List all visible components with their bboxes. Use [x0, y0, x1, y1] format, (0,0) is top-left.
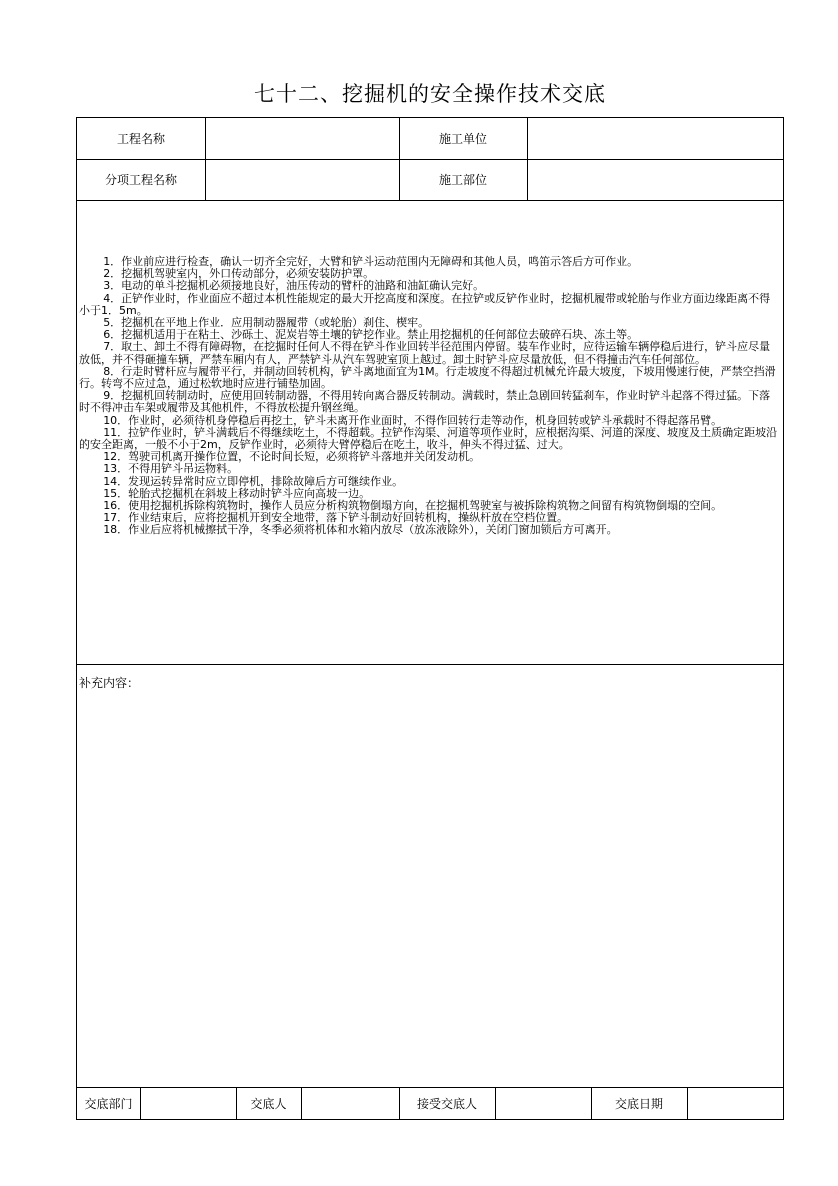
- page-title: 七十二、挖掘机的安全操作技术交底: [254, 82, 606, 106]
- col-divider: [301, 1087, 302, 1120]
- list-item: 15．轮胎式挖掘机在斜坡上移动时铲斗应向高坡一边。: [103, 486, 371, 500]
- construction-unit-field[interactable]: [527, 118, 783, 159]
- list-item: 8．行走时臂杆应与履带平行，并制动回转机构，铲斗离地面宜为1M。行走坡度不得超过机械允许最大坡度，下坡用慢速行使，严禁空挡滑行。转弯不应过急，通过松软地时应进行铺垫加固。: [79, 364, 776, 391]
- dept-label: 交底部门: [84, 1097, 133, 1111]
- construction-unit-label: 施工单位: [438, 132, 487, 146]
- list-item: 10．作业时，必须待机身停稳后再挖土，铲斗未离开作业面时，不得作回转行走等动作，机身回转或铲斗承载时不得起落吊臂。: [103, 413, 723, 427]
- person-field[interactable]: [301, 1087, 399, 1120]
- receiver-field[interactable]: [495, 1087, 591, 1120]
- person-label: 交底人: [250, 1097, 287, 1111]
- list-item: 18．作业后应将机械擦拭干净，冬季必须将机体和水箱内放尽（放冻液除外），关闭门窗加锁后方可离开。: [103, 523, 618, 537]
- construction-part-label: 施工部位: [438, 173, 487, 187]
- safety-instructions: [79, 256, 781, 537]
- col-divider: [236, 1087, 237, 1120]
- col-divider: [140, 1087, 141, 1120]
- col-divider: [205, 118, 206, 200]
- col-divider: [591, 1087, 592, 1120]
- list-item: 9．挖掘机回转制动时，应使用回转制动器，不得用转向离合器反转制动。满载时，禁止急剧回转猛刹车，作业时铲斗起落不得过猛。下落时不得冲击车架或履带及其他机件，不得放松提升钢丝绳。: [79, 389, 771, 415]
- list-item: 5．挖掘机在平地上作业．应用制动器履带（或轮胎）刹住、楔牢。: [103, 316, 430, 330]
- row-divider: [77, 200, 783, 201]
- supplement-area[interactable]: [77, 688, 783, 1086]
- list-item: 14．发现运转异常时应立即停机，排除故障后方可继续作业。: [103, 474, 404, 488]
- list-item: 13．不得用铲斗吊运物料。: [103, 462, 239, 476]
- receiver-label: 接受交底人: [416, 1097, 477, 1111]
- supplement-label: 补充内容：: [79, 676, 140, 690]
- list-item: 11．拉铲作业时，铲斗满载后不得继续吃土，不得超载。拉铲作沟渠、河道等项作业时，应根据沟渠、河道的深度、坡度及土质确定距坡沿的安全距离，一般不小于2m，反铲作业时，必须待大臂停稳后在吃土，收斗，伸头不得过猛、过大。: [79, 425, 778, 452]
- list-item: 6．挖掘机适用于在粘土、沙砾土、泥炭岩等土壤的铲挖作业。禁止用挖掘机的任何部位去破碎石块、冻土等。: [103, 328, 639, 342]
- dept-field[interactable]: [140, 1087, 236, 1120]
- list-item: 12．驾驶司机离开操作位置，不论时间长短，必须将铲斗落地并关闭发动机。: [103, 450, 481, 464]
- section-divider: [77, 664, 783, 665]
- date-label: 交底日期: [614, 1097, 663, 1111]
- col-divider: [495, 1087, 496, 1120]
- list-item: 7．取土、卸土不得有障碍物，在挖掘时任何人不得在铲斗作业回转半径范围内停留。装车作业时，应待运输车辆停稳后进行，铲斗应尽量放低，并不得砸撞车辆，严禁车厢内有人，严禁铲斗从汽车驾驶室顶上越过。卸土时铲斗应尽量放低，但不得撞击汽车任何部位。: [79, 340, 771, 366]
- construction-part-field[interactable]: [527, 159, 783, 200]
- disclosure-form: [76, 117, 784, 1120]
- col-divider: [527, 118, 528, 200]
- project-name-field[interactable]: [205, 118, 399, 159]
- row-divider: [77, 159, 783, 160]
- project-name-label: 工程名称: [116, 132, 165, 146]
- col-divider: [399, 1087, 400, 1120]
- date-field[interactable]: [687, 1087, 783, 1120]
- col-divider: [399, 118, 400, 200]
- col-divider: [687, 1087, 688, 1120]
- list-item: 2．挖掘机驾驶室内，外口传动部分，必须安装防护罩。: [103, 267, 375, 281]
- sub-project-field[interactable]: [205, 159, 399, 200]
- list-item: 16．使用挖掘机拆除构筑物时，操作人员应分析构筑物倒塌方向，在挖掘机驾驶室与被拆除构筑物之间留有构筑物倒塌的空间。: [103, 499, 723, 513]
- list-item: 3．电动的单斗挖掘机必须接地良好，油压传动的臂杆的油路和油缸确认完好。: [103, 279, 485, 293]
- list-item: 4．正铲作业时，作业面应不超过本机性能规定的最大开挖高度和深度。在拉铲或反铲作业时，挖掘机履带或轮胎与作业方面边缘距离不得小于1．5m。: [79, 291, 771, 317]
- sub-project-label: 分项工程名称: [104, 173, 177, 187]
- list-item: 1．作业前应进行检查，确认一切齐全完好，大臂和铲斗运动范围内无障碍和其他人员，鸣笛示答后方可作业。: [103, 255, 639, 268]
- list-item: 17．作业结束后，应将挖掘机开到安全地带，落下铲斗制动好回转机构，操纵杆放在空档位置。: [103, 511, 569, 525]
